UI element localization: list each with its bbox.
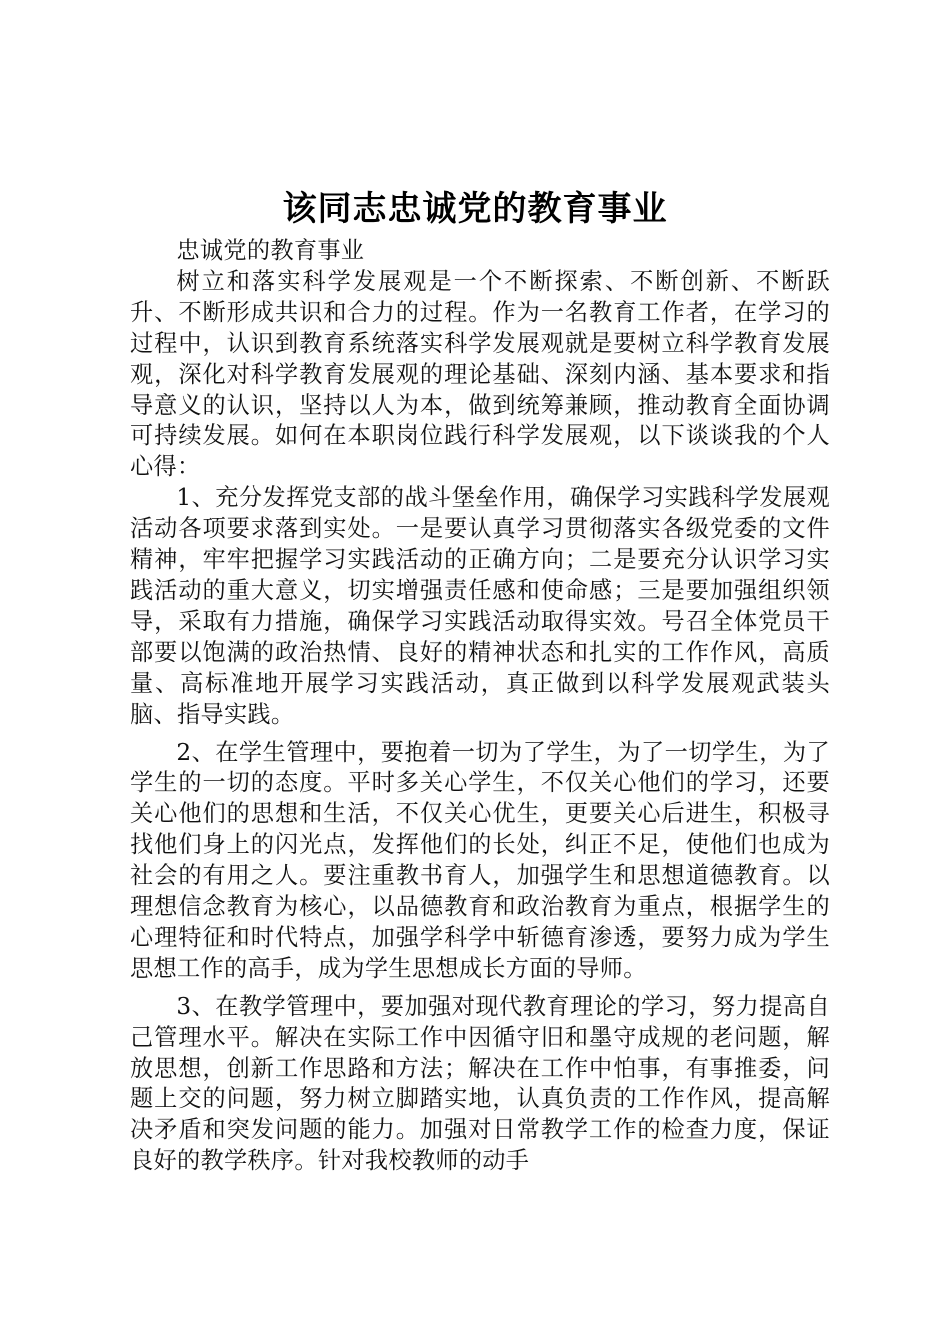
intro-paragraph: 树立和落实科学发展观是一个不断探索、不断创新、不断跃升、不断形成共识和合力的过程。作为一名教育工作者，在学习的过程中，认识到教育系统落实科学发展观就是要树立科学教育发展观，深化对科学教育发展观的理论基础、深刻内涵、基本要求和指导意义的认识，坚持以人为本，做到统筹兼顾，推动教育全面协调可持续发展。如何在本职岗位践行科学发展观，以下谈谈我的个人心得： — [130, 267, 830, 481]
subtitle-paragraph: 忠诚党的教育事业 — [176, 237, 365, 264]
point-1-paragraph: 1、充分发挥党支部的战斗堡垒作用，确保学习实践科学发展观活动各项要求落到实处。一是要认真学习贯彻落实各级党委的文件精神，牢牢把握学习实践活动的正确方向；二是要充分认识学习实践活动的重大意义，切实增强责任感和使命感；三是要加强组织领导，采取有力措施，确保学习实践活动取得实效。号召全体党员干部要以饱满的政治热情、良好的精神状态和扎实的工作作风，高质量、高标准地开展学习实践活动，真正做到以科学发展观武装头脑、指导实践。 — [130, 484, 830, 728]
point-2-paragraph: 2、在学生管理中，要抱着一切为了学生，为了一切学生，为了学生的一切的态度。平时多关心学生，不仅关心他们的学习，还要关心他们的思想和生活，不仅关心优生，更要关心后进生，积极寻找他们身上的闪光点，发挥他们的长处，纠正不足，使他们也成为社会的有用之人。要注重教书育人，加强学生和思想道德教育。以理想信念教育为核心，以品德教育和政治教育为重点，根据学生的心理特征和时代特点，加强学科学中斩德育渗透，要努力成为学生思想工作的高手，成为学生思想成长方面的导师。 — [130, 738, 830, 982]
document-body — [130, 236, 830, 1177]
document-title: 该同志忠诚党的教育事业 — [282, 189, 668, 229]
point-3-paragraph: 3、在教学管理中，要加强对现代教育理论的学习，努力提高自己管理水平。解决在实际工作中因循守旧和墨守成规的老问题，解放思想，创新工作思路和方法；解决在工作中怕事，有事推委，问题上交的问题，努力树立脚踏实地，认真负责的工作作风，提高解决矛盾和突发问题的能力。加强对日常教学工作的检查力度，保证良好的教学秩序。针对我校教师的动手 — [130, 992, 830, 1175]
